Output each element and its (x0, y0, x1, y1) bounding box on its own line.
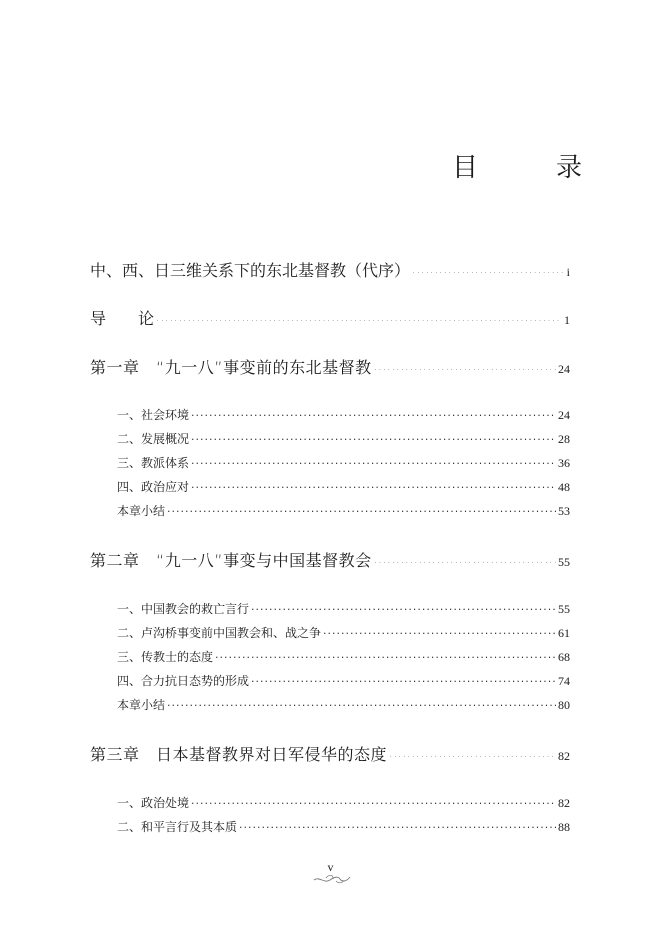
toc-entry-label: 本章小结 (117, 504, 166, 518)
toc-entry-label: 四、政治应对 (117, 480, 190, 494)
leader-dots (156, 314, 562, 327)
toc-entry-section[interactable] (117, 648, 570, 665)
toc-entry-section[interactable] (117, 406, 570, 423)
leader-dots (191, 409, 556, 422)
toc-entry-section[interactable] (117, 430, 570, 447)
leader-dots (374, 556, 556, 569)
toc-entry-page: 24 (558, 362, 570, 376)
toc-entry-section[interactable] (117, 454, 570, 471)
toc-entry-section[interactable] (117, 502, 570, 519)
leader-dots (251, 675, 556, 688)
toc-entry-label: 本章小结 (117, 698, 166, 712)
toc-entry-page: 74 (558, 674, 570, 688)
page-title (452, 148, 582, 182)
leader-dots (374, 363, 556, 376)
flourish-ornament-icon (312, 872, 352, 886)
leader-dots (191, 797, 556, 810)
leader-dots (191, 433, 556, 446)
toc-entry-section[interactable] (117, 478, 570, 495)
title-char-1: 目 (452, 152, 479, 183)
toc-entry-section[interactable] (117, 600, 570, 617)
leader-dots (191, 481, 556, 494)
toc-entry-section[interactable] (117, 624, 570, 641)
toc-entry-label: 第一章 “九一八”事变前的东北基督教 (90, 358, 372, 377)
toc-entry-page: 53 (558, 504, 570, 518)
toc-entry-page: 68 (558, 650, 570, 664)
toc-entry-label: 第三章 日本基督教界对日军侵华的态度 (90, 745, 388, 764)
toc-entry-page: 28 (558, 432, 570, 446)
toc-entry-page: 24 (558, 408, 570, 422)
leader-dots (167, 699, 556, 712)
toc-entry-label: 中、西、日三维关系下的东北基督教（代序） (90, 261, 411, 280)
leader-dots (191, 457, 556, 470)
toc-entry-preface[interactable] (90, 258, 570, 281)
toc-entry-label: 二、卢沟桥事变前中国教会和、战之争 (117, 626, 322, 640)
leader-dots (323, 627, 556, 640)
toc-entry-label: 二、发展概况 (117, 432, 190, 446)
toc-entry-section[interactable] (117, 672, 570, 689)
toc-entry-page: 55 (558, 602, 570, 616)
toc-entry-label: 四、合力抗日态势的形成 (117, 674, 250, 688)
toc-entry-label: 三、传教士的态度 (117, 650, 214, 664)
toc-entry-page: 36 (558, 456, 570, 470)
leader-dots (215, 651, 556, 664)
leader-dots (239, 821, 556, 834)
toc-entry-intro[interactable] (90, 306, 570, 329)
toc-entry-section[interactable] (117, 696, 570, 713)
leader-dots (389, 750, 556, 763)
toc-entry-label: 二、和平言行及其本质 (117, 820, 238, 834)
toc-entry-section[interactable] (117, 818, 570, 835)
toc-entry-page: 48 (558, 480, 570, 494)
toc-entry-section[interactable] (117, 794, 570, 811)
toc-entry-page: 88 (558, 820, 570, 834)
page-number: v (327, 860, 334, 874)
toc-entry-label: 一、社会环境 (117, 408, 190, 422)
leader-dots (251, 603, 556, 616)
toc-entry-chapter-1[interactable] (90, 355, 570, 378)
toc-entry-chapter-3[interactable] (90, 742, 570, 765)
toc-entry-label: 导 论 (90, 309, 155, 328)
toc-entry-label: 一、政治处境 (117, 796, 190, 810)
toc-entry-label: 一、中国教会的救亡言行 (117, 602, 250, 616)
title-char-2: 录 (555, 152, 582, 183)
toc-entry-label: 第二章 “九一八”事变与中国基督教会 (90, 551, 372, 570)
toc-entry-page: i (566, 265, 570, 279)
leader-dots (412, 266, 565, 279)
toc-entry-chapter-2[interactable] (90, 548, 570, 571)
toc-entry-page: 1 (564, 313, 570, 327)
toc-entry-page: 82 (558, 796, 570, 810)
leader-dots (167, 505, 556, 518)
toc-entry-page: 80 (558, 698, 570, 712)
toc-entry-page: 82 (558, 749, 570, 763)
toc-entry-label: 三、教派体系 (117, 456, 190, 470)
toc-entry-page: 55 (558, 555, 570, 569)
toc-entry-page: 61 (558, 626, 570, 640)
